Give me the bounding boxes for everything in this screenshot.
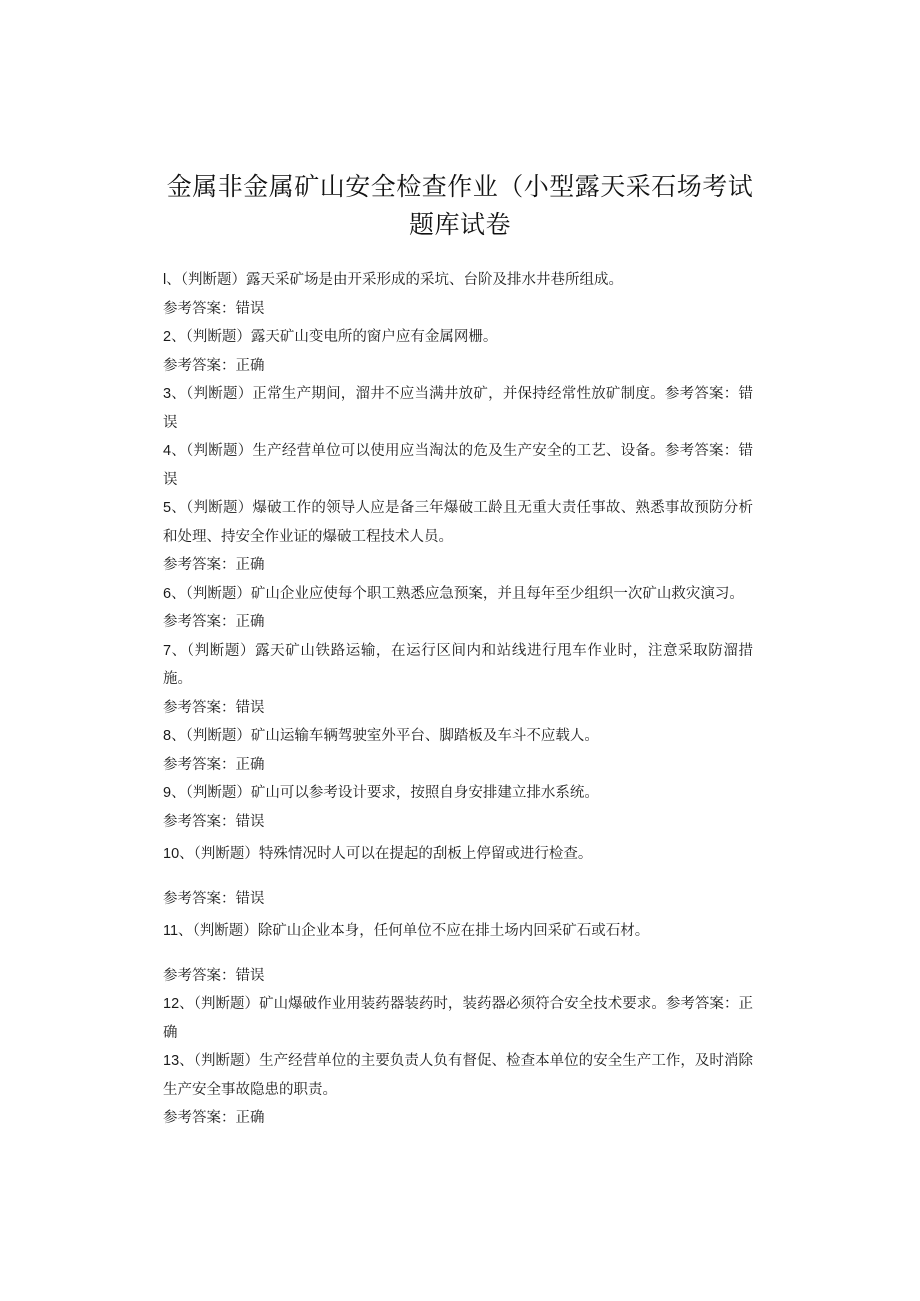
question-item bbox=[163, 494, 753, 551]
question-text: （判断题）矿山爆破作业用装药器装药时，装药器必须符合安全技术要求。参考答案：正确 bbox=[163, 996, 753, 1041]
answer-text: 参考答案：错误 bbox=[163, 699, 265, 716]
question-item bbox=[163, 1047, 753, 1104]
question-item bbox=[163, 779, 753, 808]
question-text: （判断题）特殊情况时人可以在提起的刮板上停留或进行检查。 bbox=[193, 846, 593, 862]
question-item bbox=[163, 323, 753, 352]
question-item bbox=[163, 917, 753, 946]
question-item bbox=[163, 266, 753, 295]
question-number: 7、 bbox=[163, 642, 187, 659]
answer-text: 参考答案：正确 bbox=[163, 357, 265, 374]
question-text: （判断题）矿山运输车辆驾驶室外平台、脚踏板及车斗不应载人。 bbox=[185, 728, 599, 744]
title-line-1: 金属非金属矿山安全检查作业（小型露天采石场考试 bbox=[166, 172, 754, 201]
question-item bbox=[163, 990, 753, 1047]
answer-text: 参考答案：正确 bbox=[163, 756, 265, 773]
question-number: 3、 bbox=[163, 386, 187, 402]
question-text: （判断题）正常生产期间，溜井不应当满井放矿，并保持经常性放矿制度。参考答案：错误 bbox=[163, 386, 753, 431]
question-text: （判断题）爆破工作的领导人应是备三年爆破工龄且无重大责任事故、熟悉事故预防分析和处理、持安全作业证的爆破工程技术人员。 bbox=[163, 500, 753, 545]
question-text: （判断题）除矿山企业本身，任何单位不应在排土场内回采矿石或石材。 bbox=[192, 923, 650, 939]
question-text: （判断题）露天矿山铁路运输，在运行区间内和站线进行甩车作业时，注意采取防溜措施。 bbox=[163, 642, 753, 687]
answer-text: 参考答案：正确 bbox=[163, 1110, 265, 1126]
question-text: （判断题）矿山企业应使每个职工熟悉应急预案，并且每年至少组织一次矿山救灾演习。 bbox=[185, 585, 744, 602]
question-item bbox=[163, 380, 753, 437]
question-number: 2、 bbox=[163, 329, 186, 345]
question-number: 10、 bbox=[163, 846, 194, 862]
question-item bbox=[163, 637, 753, 694]
question-text: （判断题）生产经营单位可以使用应当淘汰的危及生产安全的工艺、设备。参考答案：错误 bbox=[163, 443, 753, 488]
question-number: l、 bbox=[163, 272, 181, 288]
question-number: 13、 bbox=[163, 1053, 194, 1069]
question-item bbox=[163, 722, 753, 751]
question-number: 5、 bbox=[163, 500, 187, 516]
question-text: （判断题）露天采矿场是由开采形成的采坑、台阶及排水井巷所组成。 bbox=[180, 272, 623, 288]
answer-text: 参考答案：错误 bbox=[163, 890, 265, 907]
question-number: 4、 bbox=[163, 443, 187, 459]
question-list bbox=[163, 266, 753, 1133]
question-number: 9、 bbox=[163, 785, 186, 801]
answer-text: 参考答案：错误 bbox=[163, 967, 265, 984]
answer-text: 参考答案：错误 bbox=[163, 300, 265, 317]
question-item bbox=[163, 580, 753, 609]
answer-text: 参考答案：错误 bbox=[163, 813, 265, 830]
question-number: 8、 bbox=[163, 728, 186, 744]
question-text: （判断题）矿山可以参考设计要求，按照自身安排建立排水系统。 bbox=[185, 785, 599, 801]
answer-text: 参考答案：正确 bbox=[163, 557, 265, 573]
question-number: 6、 bbox=[163, 585, 186, 602]
question-number: 11、 bbox=[163, 923, 193, 939]
question-text: （判断题）露天矿山变电所的窗户应有金属网栅。 bbox=[185, 329, 498, 345]
title-line-2: 题库试卷 bbox=[408, 210, 511, 239]
question-text: （判断题）生产经营单位的主要负责人负有督促、检查本单位的安全生产工作，及时消除生产安全事故隐患的职责。 bbox=[163, 1053, 753, 1098]
answer-text: 参考答案：正确 bbox=[163, 614, 265, 630]
question-item bbox=[163, 437, 753, 494]
document-title bbox=[162, 168, 758, 244]
question-item bbox=[163, 840, 753, 869]
question-number: 12、 bbox=[163, 996, 194, 1012]
